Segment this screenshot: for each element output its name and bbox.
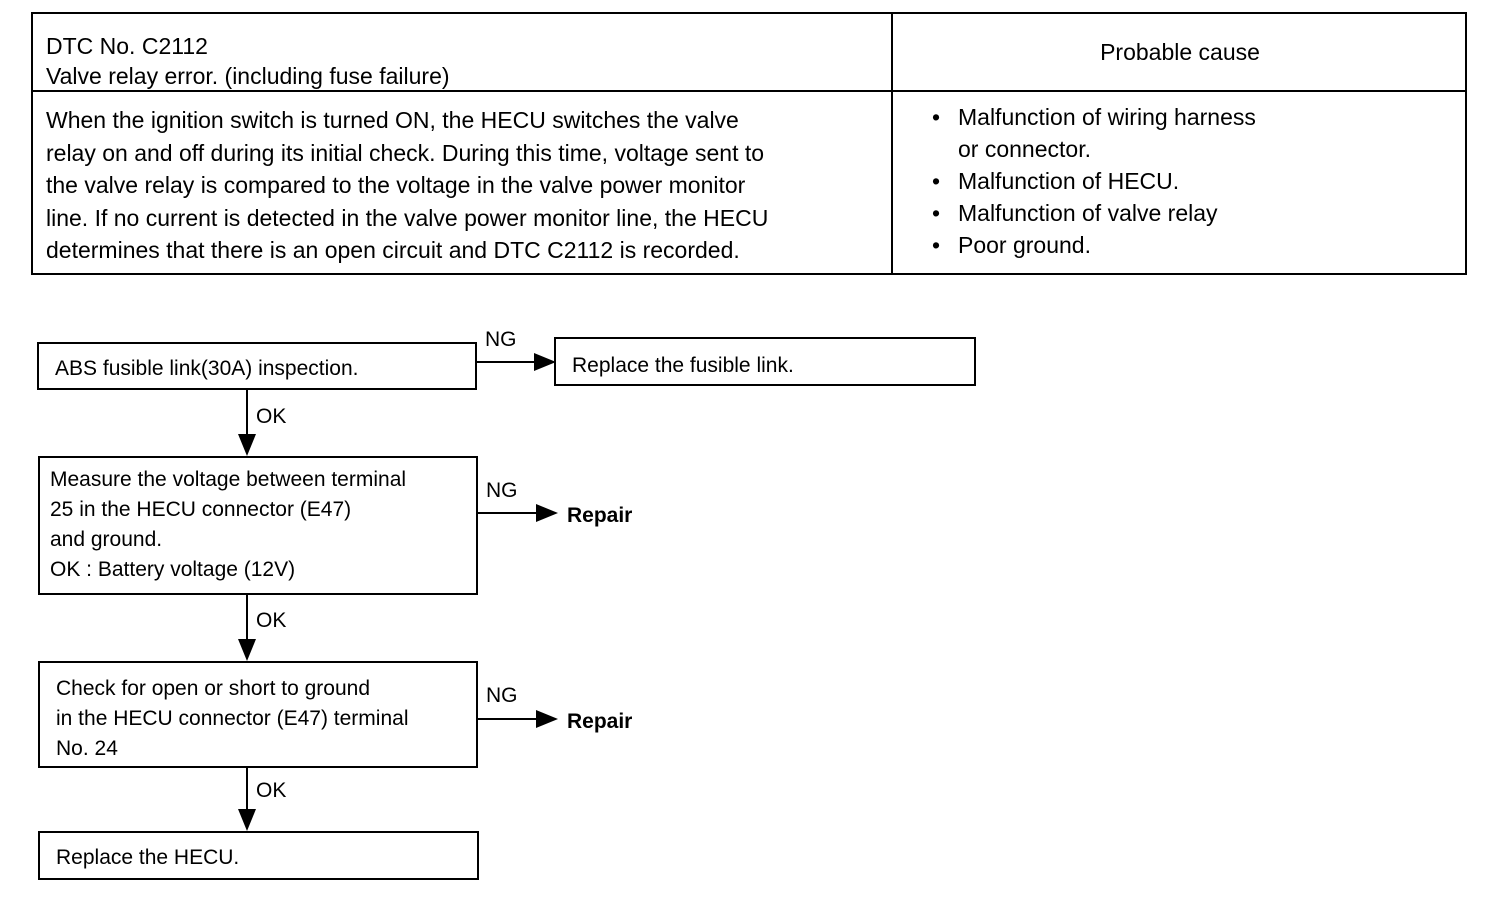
step-text: No. 24 xyxy=(56,737,118,760)
step-text: Measure the voltage between terminal xyxy=(50,468,407,491)
step-text: OK : Battery voltage (12V) xyxy=(50,558,296,581)
arrow-head-icon xyxy=(534,353,556,371)
ok-label: OK xyxy=(256,405,287,428)
cause-text: Malfunction of valve relay xyxy=(958,200,1218,226)
action-repair: Repair xyxy=(567,710,633,733)
step-text: Check for open or short to ground xyxy=(56,677,371,700)
step-fusible-link-inspection xyxy=(37,342,477,390)
description-line: relay on and off during its initial check. During this time, voltage sent to xyxy=(46,139,765,166)
probable-cause-header: Probable cause xyxy=(1100,39,1260,65)
arrow-head-icon xyxy=(238,809,256,831)
action-replace-fusible-link xyxy=(554,337,976,386)
ng-label: NG xyxy=(486,684,518,707)
description-line: the valve relay is compared to the voltage in the valve power monitor xyxy=(46,172,746,198)
step-text: ABS fusible link(30A) inspection. xyxy=(55,357,359,380)
bullet-icon: • xyxy=(932,200,941,226)
arrow-head-icon xyxy=(238,639,256,661)
arrow-head-icon xyxy=(536,710,558,728)
ng-label: NG xyxy=(486,479,518,502)
arrow-head-icon xyxy=(238,434,256,456)
ng-label: NG xyxy=(485,328,517,351)
dtc-title: Valve relay error. (including fuse failure) xyxy=(46,63,450,89)
bullet-icon: • xyxy=(932,168,941,194)
step-measure-voltage xyxy=(38,456,478,595)
arrow-head-icon xyxy=(536,504,558,522)
description-line: line. If no current is detected in the valve power monitor line, the HECU xyxy=(46,204,769,231)
description-line: When the ignition switch is turned ON, the HECU switches the valve xyxy=(46,107,739,133)
ok-label: OK xyxy=(256,609,287,632)
bullet-icon: • xyxy=(932,104,941,130)
action-repair: Repair xyxy=(567,504,633,527)
step-text: and ground. xyxy=(50,528,163,551)
cause-text: Poor ground. xyxy=(958,232,1091,258)
cause-text: Malfunction of HECU. xyxy=(958,168,1180,194)
step-text: Replace the HECU. xyxy=(56,846,240,869)
bullet-icon: • xyxy=(932,232,941,258)
action-text: Replace the fusible link. xyxy=(572,354,794,377)
step-replace-hecu xyxy=(38,831,479,880)
step-text: in the HECU connector (E47) terminal xyxy=(56,707,409,730)
step-check-open-short xyxy=(38,661,478,768)
step-text: 25 in the HECU connector (E47) xyxy=(50,498,352,521)
cause-text: Malfunction of wiring harness xyxy=(958,104,1256,130)
description-line: determines that there is an open circuit and DTC C2112 is recorded. xyxy=(46,237,740,263)
cause-text: or connector. xyxy=(958,136,1091,162)
dtc-number: DTC No. C2112 xyxy=(46,33,208,59)
ok-label: OK xyxy=(256,779,287,802)
